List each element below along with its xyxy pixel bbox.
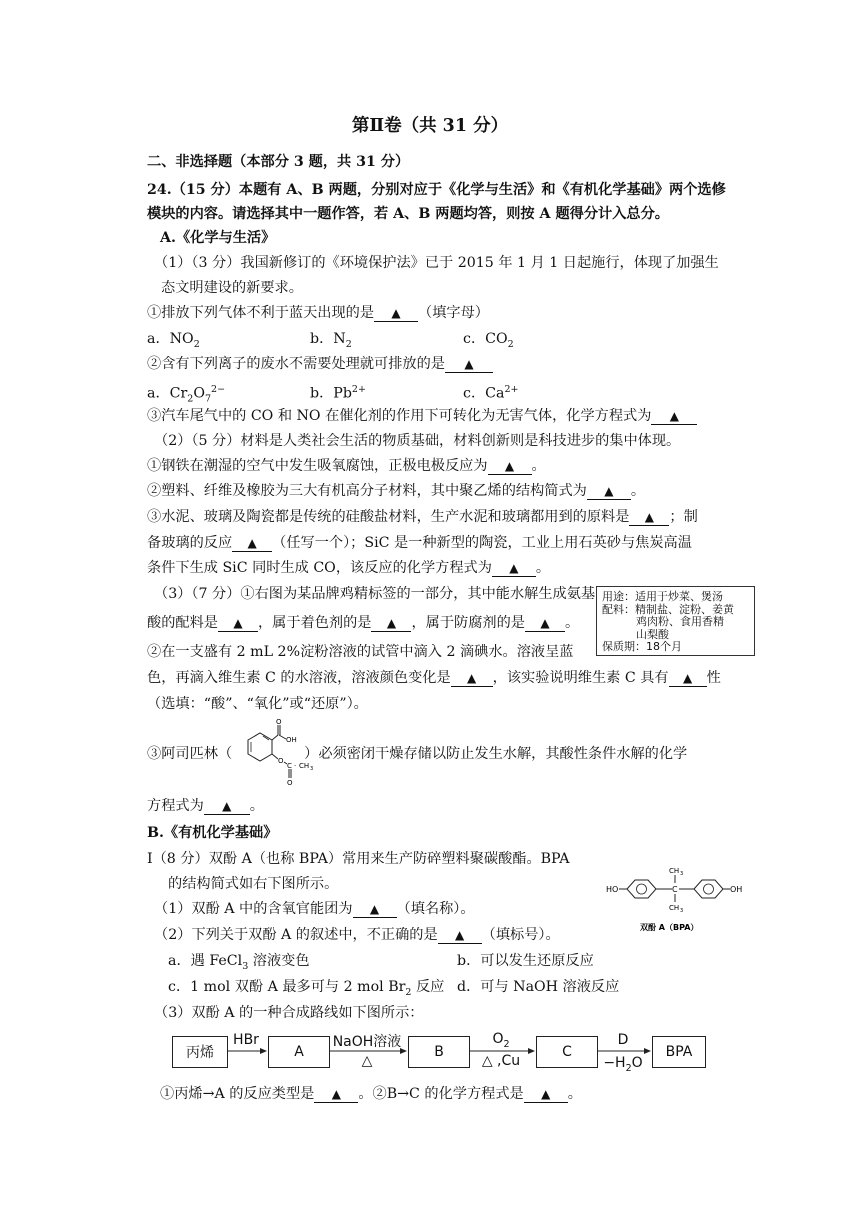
- blank-marker: ▲: [682, 671, 693, 685]
- a2-q3-text: 备玻璃的反应: [147, 535, 233, 551]
- a1-q2-text: ②含有下列离子的废水不需要处理就可排放的是: [147, 356, 445, 372]
- a1-q2-option-a: a．$Cr_2O_7^{2-}$: [147, 384, 226, 405]
- answer-blank[interactable]: [451, 670, 493, 687]
- a2-q3-tail: ；制: [669, 509, 698, 525]
- subscript: 3: [680, 908, 684, 914]
- blank-marker: ▲: [464, 357, 474, 371]
- b1-q1-tail: （填名称）。: [396, 901, 475, 917]
- part-a-heading: A.《化学与生活》: [160, 230, 276, 246]
- a1-q1-tail: （填字母）: [418, 305, 489, 321]
- option-text: b．Pb: [310, 385, 352, 402]
- atom-label: CH: [669, 867, 680, 875]
- a1-q3: [147, 406, 697, 426]
- section-heading: 二、非选择题（本部分 3 题，共 31 分）: [147, 154, 410, 170]
- a3-q1-text: ，属于着色剂的是: [257, 615, 372, 631]
- arrow-head: [644, 1048, 651, 1054]
- a3-q2-text: 性: [706, 670, 721, 686]
- a2-q2-text: ②塑料、纤维及橡胶为三大有机高分子材料，其中聚乙烯的结构简式为: [147, 483, 587, 499]
- b1-q2-option-d: d．可与 NaOH 溶液反应: [457, 979, 620, 995]
- condition-minus-water: $-H_2O$: [603, 1055, 643, 1074]
- arrow-head: [260, 1048, 267, 1054]
- benzene-ring: [627, 880, 656, 898]
- part-b-heading: B.《有机化学基础》: [147, 825, 278, 841]
- blank-marker: ▲: [540, 616, 550, 630]
- answer-blank[interactable]: [587, 483, 631, 500]
- benzene-ring: [248, 733, 272, 761]
- blank-marker: ▲: [391, 306, 401, 320]
- option-text: a．Cr: [147, 385, 188, 402]
- atom-label: ·: [294, 762, 297, 770]
- atom-label: OH: [286, 736, 297, 744]
- atom-label: O: [287, 779, 293, 787]
- a3-q1: [147, 613, 579, 633]
- atom-label: C: [672, 885, 678, 894]
- superscript: 2+: [351, 384, 366, 395]
- blank-marker: ▲: [386, 616, 397, 630]
- blank-marker: ▲: [504, 459, 515, 473]
- atom-label: O: [278, 757, 284, 765]
- option-text: a．NO: [147, 331, 194, 347]
- b1-q1-text: （1）双酚 A 中的含氧官能团为: [154, 901, 353, 917]
- subscript: 2: [507, 338, 514, 350]
- period: 。: [564, 615, 580, 631]
- b1-q2-option-b: b．可以发生还原反应: [457, 953, 594, 969]
- route-arrows: [0, 1030, 860, 1080]
- b1-intro-2: 的结构简式如右下图所示。: [168, 876, 339, 892]
- label-shelf-life: 保质期：18个月: [602, 640, 682, 653]
- route-box-c: C: [536, 1036, 598, 1068]
- answer-blank[interactable]: [204, 798, 250, 815]
- a3-q1-text: 酸的配料是: [147, 615, 218, 631]
- atom-label: O: [276, 718, 282, 726]
- b1-q3: （3）双酚 A 的一种合成路线如下图所示：: [154, 1005, 424, 1021]
- b1-q2-text: （2）下列关于双酚 A 的叙述中，不正确的是: [154, 927, 438, 943]
- label-ingredients: 鸡肉粉、食用香精: [636, 615, 724, 628]
- reagent-naoh: NaOH溶液: [332, 1034, 402, 1050]
- benzene-ring: [694, 880, 723, 898]
- answer-blank[interactable]: [314, 1086, 358, 1103]
- a1-q2-option-b: [310, 380, 366, 404]
- a3-q3-text: 方程式为: [147, 798, 204, 814]
- label-ingredients: 山梨酸: [636, 627, 669, 641]
- condition-cu: △ ,Cu: [481, 1053, 521, 1069]
- b1-q2-option-a: [168, 951, 310, 977]
- answer-blank[interactable]: [218, 615, 258, 632]
- option-text: 溶液变色: [248, 953, 310, 969]
- blank-marker: ▲: [369, 902, 380, 916]
- a1-q2: [147, 354, 493, 374]
- atom-label: CH: [299, 762, 310, 770]
- a2-q3-line2: [147, 533, 692, 553]
- b1-q3-text: ①丙烯→A 的反应类型是: [160, 1086, 315, 1102]
- a2-intro: （2）（5 分）材料是人类社会生活的物质基础，材料创新则是科技进步的集中体现。: [154, 433, 681, 449]
- b1-q2-option-c: [168, 977, 444, 1003]
- a1-q1-option-b: [310, 329, 352, 355]
- condition-heat: △: [361, 1053, 373, 1069]
- b1-q3-text: 。②B→C 的化学方程式是: [358, 1086, 524, 1102]
- blank-marker: ▲: [604, 484, 614, 498]
- period: 。: [249, 798, 264, 814]
- period: 。: [531, 458, 546, 474]
- a1-text-1: （1）（3 分）我国新修订的《环境保护法》已于 2015 年 1 月 1 日起施行，体现了加强生: [154, 255, 719, 271]
- b1-q2-tail: （填标号）。: [481, 927, 560, 943]
- a2-q3-text: 条件下生成 SiC 同时生成 CO，该反应的化学方程式为: [147, 560, 492, 576]
- a2-q3-text: （任写一个）；SiC 是一种新型的陶瓷，工业上用石英砂与焦炭高温: [272, 535, 692, 551]
- period: 。: [535, 560, 551, 576]
- option-text: 反应: [411, 979, 445, 995]
- chicken-essence-label: [596, 586, 755, 656]
- route-box-bpa: BPA: [652, 1036, 706, 1068]
- aromatic-circle: [704, 884, 714, 894]
- a3-q2-line3: （选填：“酸”、“氧化”或“还原”）。: [147, 696, 368, 712]
- aspirin-structure: [226, 718, 322, 788]
- a3-q2-line1: ②在一支盛有 2 mL 2%淀粉溶液的试管中滴入 2 滴碘水。溶液呈蓝: [147, 644, 574, 660]
- a1-q2-option-c: [463, 380, 518, 404]
- blank-marker: ▲: [541, 1087, 551, 1101]
- blank-marker: ▲: [247, 536, 257, 550]
- a2-q3-line3: [147, 558, 550, 578]
- b1-q3-answers: [160, 1084, 582, 1104]
- a2-q1-text: ①钢铁在潮湿的空气中发生吸氧腐蚀，正极电极反应为: [147, 458, 488, 474]
- option-text: c．CO: [463, 331, 508, 347]
- atom-label: HO: [606, 885, 619, 894]
- a3-q2-text: 色，再滴入维生素 C 的水溶液，溶液颜色变化是: [147, 670, 451, 686]
- option-text: c．1 mol 双酚 A 最多可与 2 mol Br: [168, 979, 406, 995]
- blank-marker: ▲: [644, 510, 654, 524]
- answer-blank[interactable]: [669, 670, 707, 687]
- bond: [279, 735, 286, 739]
- superscript: 2+: [504, 384, 519, 395]
- subscript: 2: [405, 986, 412, 998]
- a1-q1-option-a: [147, 329, 200, 355]
- subscript: 2: [345, 338, 352, 350]
- a1-q1-text: ①排放下列气体不利于蓝天出现的是: [147, 305, 375, 321]
- b1-q1: [154, 899, 475, 919]
- subscript: 2: [187, 393, 194, 405]
- answer-blank[interactable]: [629, 509, 669, 526]
- route-box-a: A: [268, 1036, 330, 1068]
- reagent-o2: [469, 1031, 533, 1050]
- answer-blank[interactable]: [353, 901, 397, 918]
- subscript: 3: [242, 960, 249, 972]
- answer-blank[interactable]: [651, 408, 697, 425]
- a3-intro: （3）（7 分）①右图为某品牌鸡精标签的一部分，其中能水解生成氨基: [154, 586, 596, 602]
- atom-label: CH: [669, 904, 680, 912]
- a3-q2-text: ，该实验说明维生素 C 具有: [492, 670, 669, 686]
- period: 。: [567, 1086, 582, 1102]
- reagent-d: D: [617, 1032, 629, 1048]
- b1-intro-1: Ⅰ（8 分）双酚 A（也称 BPA）常用来生产防碎塑料聚碳酸酯。BPA: [147, 851, 570, 867]
- a2-q2: [147, 481, 645, 501]
- subscript: 3: [680, 871, 684, 877]
- period: 。: [630, 483, 646, 499]
- bpa-structure: [606, 862, 748, 934]
- reagent-text: O: [492, 1031, 504, 1047]
- blank-marker: ▲: [233, 616, 243, 630]
- a2-q1: [147, 456, 546, 476]
- a3-q3-text: ③阿司匹林（: [147, 746, 233, 762]
- label-use: 用途：适用于炒菜、煲汤: [602, 590, 723, 603]
- superscript: 2−: [211, 384, 226, 395]
- subscript: 2: [503, 1038, 510, 1050]
- blank-marker: ▲: [331, 1087, 341, 1101]
- a3-q2-line2: [147, 668, 721, 688]
- label-ingredients: 配料：精制盐、淀粉、姜黄: [602, 602, 734, 616]
- option-text: b．N: [310, 331, 346, 347]
- subscript: 2: [193, 338, 200, 350]
- a3-q3-text: ）必须密闭干燥存储以防止发生水解，其酸性条件水解的化学: [304, 746, 688, 762]
- page-title: 第Ⅱ卷（共 31 分）: [351, 116, 509, 136]
- answer-blank[interactable]: [371, 615, 411, 632]
- a1-text-2: 态文明建设的新要求。: [161, 280, 303, 296]
- blank-marker: ▲: [669, 409, 679, 423]
- answer-blank[interactable]: [232, 535, 272, 552]
- bond: [272, 735, 278, 740]
- atom-label: OH: [730, 885, 743, 894]
- option-text: c．Ca: [463, 385, 505, 402]
- subscript: 7: [204, 393, 212, 405]
- option-text: a．遇 FeCl: [168, 953, 243, 969]
- answer-blank[interactable]: [445, 356, 493, 373]
- a3-q1-text: ，属于防腐剂的是: [411, 615, 525, 631]
- answer-blank[interactable]: [492, 560, 536, 577]
- b1-q2: [154, 925, 560, 945]
- answer-blank[interactable]: [488, 458, 532, 475]
- aromatic-circle: [637, 884, 647, 894]
- answer-blank[interactable]: [524, 1086, 568, 1103]
- bpa-caption: 双酚 A（BPA）: [640, 923, 699, 932]
- route-box-b: B: [408, 1036, 470, 1068]
- answer-blank[interactable]: [438, 927, 482, 944]
- reagent-text: −H: [603, 1055, 626, 1071]
- q24-intro-2: 模块的内容。请选择其中一题作答，若 A、B 两题均答，则按 A 题得分计入总分。: [147, 206, 669, 222]
- answer-blank[interactable]: [374, 305, 418, 322]
- blank-marker: ▲: [222, 799, 232, 813]
- atom-label: C: [287, 762, 292, 770]
- a3-q3-line2: [147, 796, 264, 816]
- reagent-hbr: HBr: [233, 1032, 259, 1048]
- q24-intro-1: 24.（15 分）本题有 A、B 两题，分别对应于《化学与生活》和《有机化学基础》两个选修: [147, 182, 726, 198]
- a1-q1: [147, 303, 489, 323]
- blank-marker: ▲: [455, 928, 465, 942]
- subscript: 2: [625, 1062, 632, 1074]
- a1-q3-text: ③汽车尾气中的 CO 和 NO 在催化剂的作用下可转化为无害气体，化学方程式为: [147, 408, 652, 424]
- answer-blank[interactable]: [525, 615, 565, 632]
- route-box-propene: 丙烯: [172, 1036, 228, 1068]
- blank-marker: ▲: [467, 671, 477, 685]
- a2-q3-text: ③水泥、玻璃及陶瓷都是传统的硅酸盐材料，生产水泥和玻璃都用到的原料是: [147, 509, 630, 525]
- subscript: 3: [310, 766, 314, 772]
- blank-marker: ▲: [509, 561, 519, 575]
- a1-q1-option-c: [463, 329, 514, 355]
- a2-q3-line1: [147, 507, 698, 527]
